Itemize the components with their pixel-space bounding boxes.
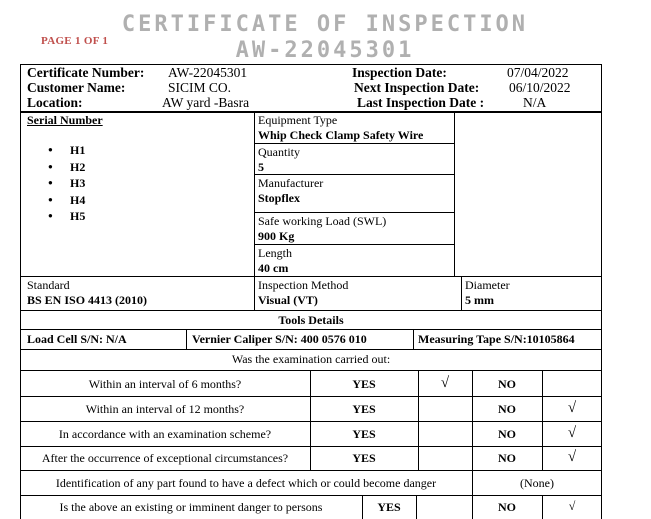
last-inspection-date-value: N/A (523, 95, 547, 110)
serial-number-label: Serial Number (27, 113, 103, 127)
divider (20, 276, 602, 277)
divider (20, 446, 602, 447)
length-label: Length (258, 246, 292, 260)
divider (413, 329, 414, 349)
divider (254, 143, 454, 144)
exam-heading: Was the examination carried out: (231, 352, 391, 366)
exam-no: NO (498, 451, 516, 465)
divider (20, 470, 602, 471)
divider (461, 276, 462, 310)
divider (20, 495, 602, 496)
divider (254, 112, 255, 276)
exam-no: NO (498, 377, 516, 391)
divider (20, 329, 602, 330)
exam-yes: YES (352, 402, 376, 416)
exam-question: After the occurrence of exceptional circumstances? (41, 451, 289, 465)
exam-question: Within an interval of 12 months? (85, 402, 245, 416)
location-value: AW yard -Basra (162, 95, 250, 110)
manufacturer-label: Manufacturer (258, 176, 324, 190)
page-label: PAGE 1 OF 1 (41, 35, 109, 47)
serial-item: ● H3 (48, 175, 85, 192)
location-label: Location: (27, 95, 83, 110)
divider (20, 421, 602, 422)
divider (20, 396, 602, 397)
serial-item: ● H2 (48, 159, 85, 176)
standard-value: BS EN ISO 4413 (2010) (27, 293, 148, 307)
exam-no-mark: √ (567, 425, 577, 441)
danger-label: Is the above an existing or imminent danger to persons (59, 500, 323, 514)
equipment-type-value: Whip Check Clamp Safety Wire (258, 128, 424, 142)
measuring-tape: Measuring Tape S/N:10105864 (418, 332, 575, 346)
diameter-value: 5 mm (465, 293, 494, 307)
exam-no-mark: √ (567, 400, 577, 416)
inspection-method-label: Inspection Method (258, 278, 349, 292)
serial-item: ● H1 (48, 142, 85, 159)
divider (20, 349, 602, 350)
equipment-type-label: Equipment Type (258, 113, 338, 127)
serial-item: ● H5 (48, 208, 85, 225)
divider (416, 495, 417, 519)
exam-no: NO (498, 402, 516, 416)
exam-question: In accordance with an examination scheme? (58, 427, 272, 441)
serial-list (48, 142, 85, 225)
divider (20, 370, 602, 371)
cert-number-value: AW-22045301 (168, 65, 248, 80)
next-inspection-date-value: 06/10/2022 (509, 80, 571, 95)
divider (20, 310, 602, 311)
inspection-method-value: Visual (VT) (258, 293, 318, 307)
divider (254, 276, 255, 310)
defect-label: Identification of any part found to have a defect which or could become danger (55, 476, 437, 490)
divider (186, 329, 187, 349)
exam-question: Within an interval of 6 months? (88, 377, 242, 391)
exam-yes-mark: √ (440, 375, 450, 391)
customer-value: SICIM CO. (168, 80, 232, 95)
divider (454, 112, 455, 276)
swl-label: Safe working Load (SWL) (258, 214, 387, 228)
certificate-title: CERTIFICATE OF INSPECTION (121, 12, 529, 37)
tools-heading: Tools Details (278, 313, 344, 327)
cert-number-label: Certificate Number: (27, 65, 145, 80)
serial-item: ● H4 (48, 192, 85, 209)
danger-no: NO (498, 500, 516, 514)
exam-no: NO (498, 427, 516, 441)
divider (254, 212, 454, 213)
customer-label: Customer Name: (27, 80, 126, 95)
danger-yes: YES (377, 500, 401, 514)
defect-value: (None) (520, 476, 554, 490)
vernier-caliper: Vernier Caliper S/N: 400 0576 010 (192, 332, 367, 346)
inspection-date-value: 07/04/2022 (507, 65, 569, 80)
exam-yes: YES (352, 427, 376, 441)
divider (254, 244, 454, 245)
divider (254, 174, 454, 175)
diameter-label: Diameter (465, 278, 510, 292)
inspection-date-label: Inspection Date: (352, 65, 447, 80)
danger-no-mark: √ (568, 499, 576, 513)
manufacturer-value: Stopflex (258, 191, 300, 205)
load-cell: Load Cell S/N: N/A (27, 332, 127, 346)
last-inspection-date-label: Last Inspection Date : (357, 95, 485, 110)
length-value: 40 cm (258, 261, 289, 275)
standard-label: Standard (27, 278, 70, 292)
exam-yes: YES (352, 377, 376, 391)
swl-value: 900 Kg (258, 229, 295, 243)
quantity-value: 5 (258, 160, 264, 174)
quantity-label: Quantity (258, 145, 300, 159)
exam-yes: YES (352, 451, 376, 465)
certificate-number-title: AW-22045301 (235, 38, 415, 63)
next-inspection-date-label: Next Inspection Date: (354, 80, 480, 95)
exam-no-mark: √ (567, 449, 577, 465)
